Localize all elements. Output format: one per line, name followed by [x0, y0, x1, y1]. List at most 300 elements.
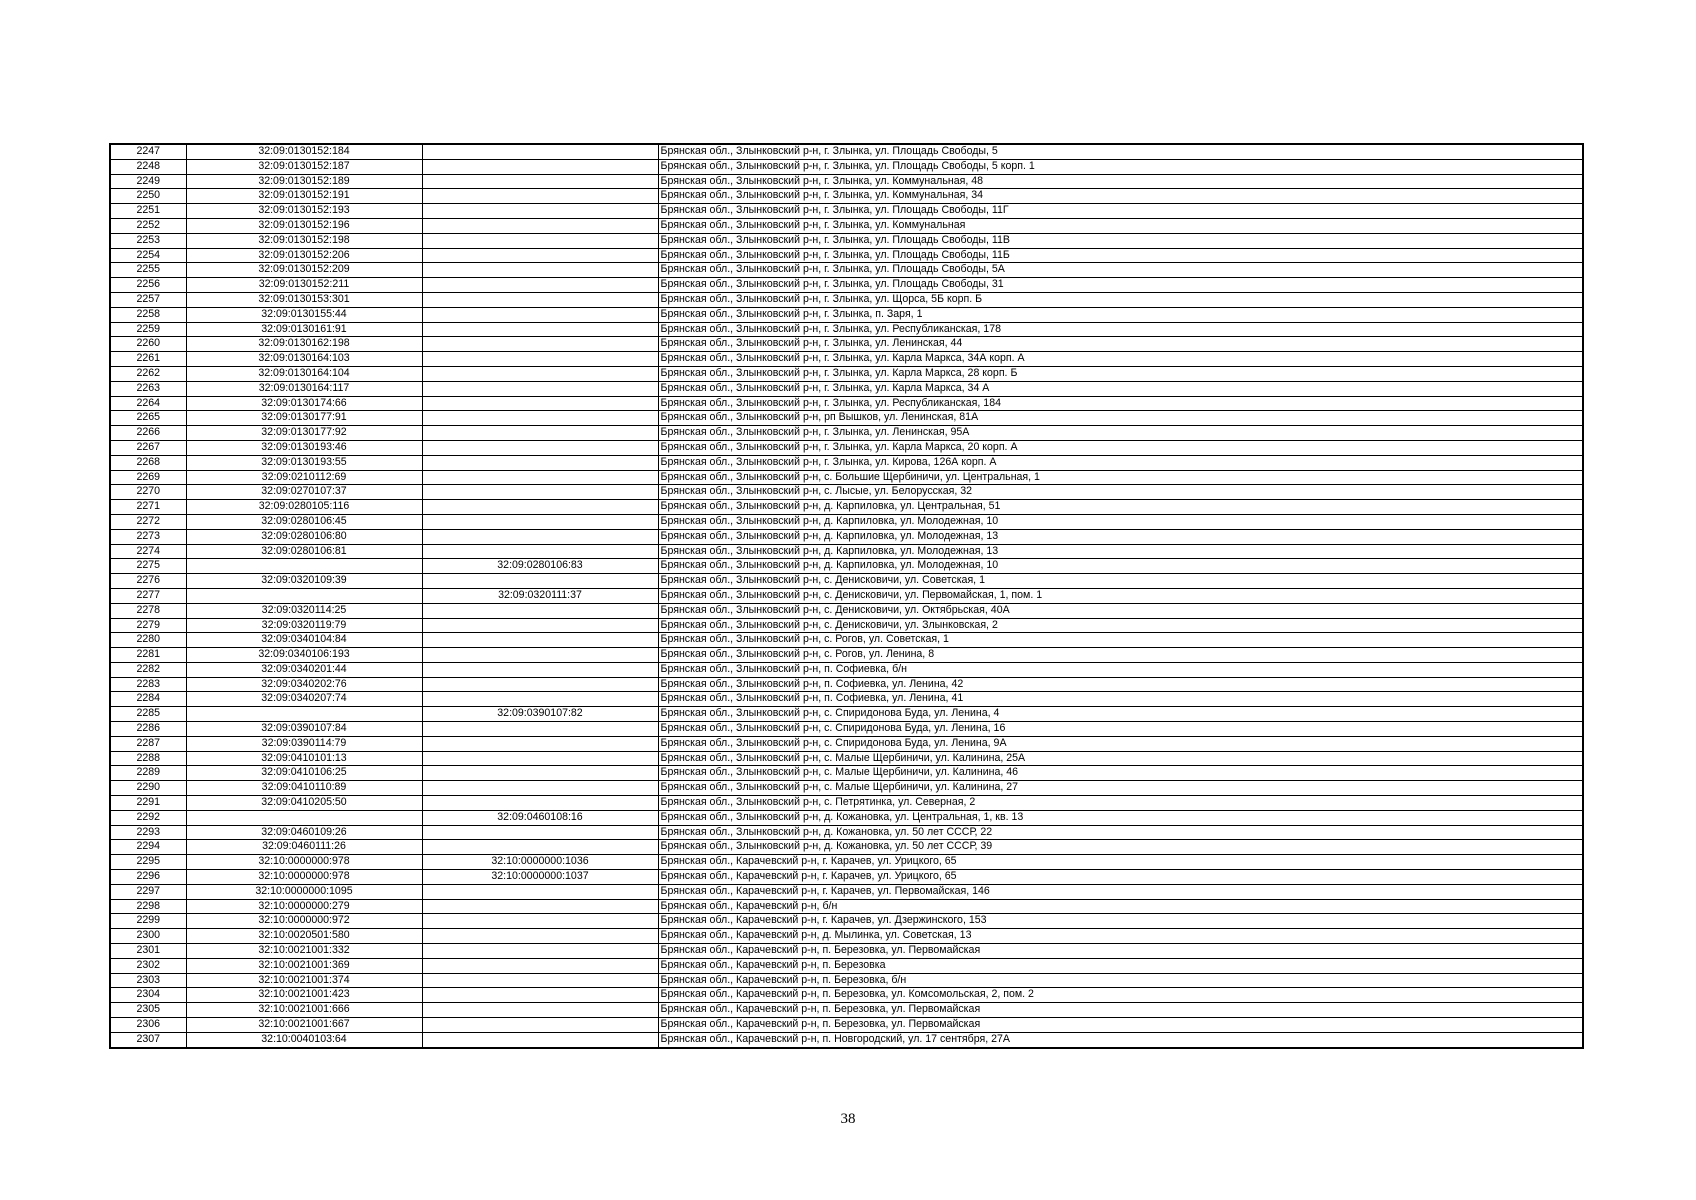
- address-cell: Брянская обл., Карачевский р-н, п. Березовка, ул. Первомайская: [658, 1003, 1583, 1018]
- related-cadastral-number-cell: [422, 307, 658, 322]
- table-row: [110, 751, 1583, 766]
- address-cell: Брянская обл., Злынковский р-н, д. Карпиловка, ул. Центральная, 51: [658, 500, 1583, 515]
- table-row: [110, 292, 1583, 307]
- related-cadastral-number-cell: 32:10:0000000:1037: [422, 870, 658, 885]
- address-cell: Брянская обл., Злынковский р-н, с. Петрятинка, ул. Северная, 2: [658, 796, 1583, 811]
- related-cadastral-number-cell: [422, 366, 658, 381]
- related-cadastral-number-cell: [422, 352, 658, 367]
- row-number-cell: 2254: [110, 248, 186, 263]
- address-cell: Брянская обл., Злынковский р-н, д. Карпиловка, ул. Молодежная, 13: [658, 529, 1583, 544]
- table-row: [110, 825, 1583, 840]
- related-cadastral-number-cell: [422, 278, 658, 293]
- cadastral-number-cell: 32:09:0130174:66: [186, 396, 422, 411]
- cadastral-number-cell: 32:10:0000000:1095: [186, 884, 422, 899]
- address-cell: Брянская обл., Злынковский р-н, с. Малые Щербиничи, ул. Калинина, 25А: [658, 751, 1583, 766]
- cadastral-number-cell: 32:09:0340201:44: [186, 662, 422, 677]
- related-cadastral-number-cell: [422, 825, 658, 840]
- related-cadastral-number-cell: [422, 500, 658, 515]
- table-row: [110, 263, 1583, 278]
- row-number-cell: 2247: [110, 144, 186, 159]
- related-cadastral-number-cell: [422, 455, 658, 470]
- related-cadastral-number-cell: [422, 218, 658, 233]
- table-row: [110, 722, 1583, 737]
- cadastral-number-cell: 32:10:0021001:667: [186, 1018, 422, 1033]
- related-cadastral-number-cell: 32:09:0280106:83: [422, 559, 658, 574]
- table-row: [110, 781, 1583, 796]
- address-cell: Брянская обл., Злынковский р-н, г. Злынка, ул. Площадь Свободы, 11Г: [658, 204, 1583, 219]
- table-row: [110, 248, 1583, 263]
- address-cell: Брянская обл., Злынковский р-н, г. Злынка, ул. Кирова, 126А корп. А: [658, 455, 1583, 470]
- cadastral-number-cell: 32:09:0130152:184: [186, 144, 422, 159]
- related-cadastral-number-cell: [422, 722, 658, 737]
- cadastral-number-cell: 32:09:0280106:45: [186, 514, 422, 529]
- address-cell: Брянская обл., Злынковский р-н, рп Вышков, ул. Ленинская, 81А: [658, 411, 1583, 426]
- table-row: [110, 736, 1583, 751]
- address-cell: Брянская обл., Злынковский р-н, д. Карпиловка, ул. Молодежная, 10: [658, 559, 1583, 574]
- related-cadastral-number-cell: [422, 633, 658, 648]
- address-cell: Брянская обл., Злынковский р-н, с. Рогов, ул. Советская, 1: [658, 633, 1583, 648]
- table-row: [110, 588, 1583, 603]
- row-number-cell: 2278: [110, 603, 186, 618]
- table-row: [110, 914, 1583, 929]
- cadastral-number-cell: 32:09:0410205:50: [186, 796, 422, 811]
- table-row: [110, 574, 1583, 589]
- row-number-cell: 2307: [110, 1032, 186, 1047]
- row-number-cell: 2281: [110, 648, 186, 663]
- related-cadastral-number-cell: [422, 662, 658, 677]
- row-number-cell: 2277: [110, 588, 186, 603]
- cadastral-number-cell: 32:09:0340202:76: [186, 677, 422, 692]
- related-cadastral-number-cell: [422, 618, 658, 633]
- table-row: [110, 662, 1583, 677]
- cadastral-number-cell: 32:09:0130152:187: [186, 159, 422, 174]
- cadastral-number-cell: 32:09:0130155:44: [186, 307, 422, 322]
- table-row: [110, 929, 1583, 944]
- table-row: [110, 810, 1583, 825]
- address-cell: Брянская обл., Злынковский р-н, д. Карпиловка, ул. Молодежная, 10: [658, 514, 1583, 529]
- row-number-cell: 2282: [110, 662, 186, 677]
- row-number-cell: 2275: [110, 559, 186, 574]
- cadastral-number-cell: 32:10:0021001:423: [186, 988, 422, 1003]
- table-row: [110, 218, 1583, 233]
- cadastral-number-cell: 32:09:0130177:92: [186, 426, 422, 441]
- related-cadastral-number-cell: [422, 485, 658, 500]
- related-cadastral-number-cell: [422, 514, 658, 529]
- address-cell: Брянская обл., Злынковский р-н, с. Лысые, ул. Белорусская, 32: [658, 485, 1583, 500]
- cadastral-number-cell: 32:09:0320109:39: [186, 574, 422, 589]
- row-number-cell: 2289: [110, 766, 186, 781]
- address-cell: Брянская обл., Карачевский р-н, п. Новгородский, ул. 17 сентября, 27А: [658, 1032, 1583, 1047]
- address-cell: Брянская обл., Злынковский р-н, д. Кожановка, ул. 50 лет СССР, 39: [658, 840, 1583, 855]
- page-number: 38: [840, 1111, 856, 1127]
- related-cadastral-number-cell: [422, 944, 658, 959]
- table-row: [110, 840, 1583, 855]
- related-cadastral-number-cell: [422, 396, 658, 411]
- cadastral-number-cell: [186, 810, 422, 825]
- row-number-cell: 2258: [110, 307, 186, 322]
- related-cadastral-number-cell: [422, 144, 658, 159]
- related-cadastral-number-cell: [422, 292, 658, 307]
- table-row: [110, 514, 1583, 529]
- address-cell: Брянская обл., Злынковский р-н, п. Софиевка, ул. Ленина, 41: [658, 692, 1583, 707]
- cadastral-number-cell: 32:10:0021001:369: [186, 958, 422, 973]
- row-number-cell: 2291: [110, 796, 186, 811]
- row-number-cell: 2264: [110, 396, 186, 411]
- address-cell: Брянская обл., Злынковский р-н, г. Злынка, п. Заря, 1: [658, 307, 1583, 322]
- related-cadastral-number-cell: [422, 929, 658, 944]
- related-cadastral-number-cell: [422, 426, 658, 441]
- table-row: [110, 884, 1583, 899]
- table-row: [110, 618, 1583, 633]
- related-cadastral-number-cell: [422, 988, 658, 1003]
- cadastral-number-cell: 32:09:0130193:46: [186, 440, 422, 455]
- address-cell: Брянская обл., Злынковский р-н, г. Злынка, ул. Карла Маркса, 28 корп. Б: [658, 366, 1583, 381]
- address-cell: Брянская обл., Злынковский р-н, г. Злынка, ул. Коммунальная, 34: [658, 189, 1583, 204]
- row-number-cell: 2262: [110, 366, 186, 381]
- row-number-cell: 2304: [110, 988, 186, 1003]
- cadastral-number-cell: 32:09:0390114:79: [186, 736, 422, 751]
- cadastral-number-cell: 32:09:0130193:55: [186, 455, 422, 470]
- address-cell: Брянская обл., Злынковский р-н, г. Злынка, ул. Площадь Свободы, 11В: [658, 233, 1583, 248]
- related-cadastral-number-cell: [422, 958, 658, 973]
- table-row: [110, 411, 1583, 426]
- cadastral-number-cell: 32:09:0210112:69: [186, 470, 422, 485]
- related-cadastral-number-cell: [422, 263, 658, 278]
- address-cell: Брянская обл., Злынковский р-н, с. Денисковичи, ул. Советская, 1: [658, 574, 1583, 589]
- table-row: [110, 278, 1583, 293]
- related-cadastral-number-cell: [422, 470, 658, 485]
- related-cadastral-number-cell: [422, 603, 658, 618]
- related-cadastral-number-cell: [422, 248, 658, 263]
- row-number-cell: 2286: [110, 722, 186, 737]
- address-cell: Брянская обл., Карачевский р-н, г. Карачев, ул. Урицкого, 65: [658, 870, 1583, 885]
- table-row: [110, 1018, 1583, 1033]
- address-cell: Брянская обл., Злынковский р-н, с. Большие Щербиничи, ул. Центральная, 1: [658, 470, 1583, 485]
- table-row: [110, 455, 1583, 470]
- related-cadastral-number-cell: [422, 233, 658, 248]
- table-row: [110, 648, 1583, 663]
- table-row: [110, 529, 1583, 544]
- cadastral-number-cell: 32:10:0021001:332: [186, 944, 422, 959]
- address-cell: Брянская обл., Злынковский р-н, г. Злынка, ул. Республиканская, 178: [658, 322, 1583, 337]
- row-number-cell: 2259: [110, 322, 186, 337]
- related-cadastral-number-cell: [422, 574, 658, 589]
- cadastral-number-cell: 32:09:0280105:116: [186, 500, 422, 515]
- cadastral-number-cell: 32:09:0130177:91: [186, 411, 422, 426]
- table-row: [110, 1003, 1583, 1018]
- address-cell: Брянская обл., Карачевский р-н, п. Березовка: [658, 958, 1583, 973]
- table-row: [110, 485, 1583, 500]
- related-cadastral-number-cell: [422, 159, 658, 174]
- address-cell: Брянская обл., Злынковский р-н, г. Злынка, ул. Коммунальная: [658, 218, 1583, 233]
- table-row: [110, 204, 1583, 219]
- related-cadastral-number-cell: [422, 1018, 658, 1033]
- table-row: [110, 958, 1583, 973]
- row-number-cell: 2251: [110, 204, 186, 219]
- cadastral-number-cell: 32:09:0130152:191: [186, 189, 422, 204]
- row-number-cell: 2257: [110, 292, 186, 307]
- cadastral-number-cell: 32:09:0390107:84: [186, 722, 422, 737]
- related-cadastral-number-cell: [422, 1032, 658, 1047]
- table-row: [110, 396, 1583, 411]
- cadastral-number-cell: 32:10:0000000:279: [186, 899, 422, 914]
- related-cadastral-number-cell: [422, 736, 658, 751]
- address-cell: Брянская обл., Злынковский р-н, с. Рогов, ул. Ленина, 8: [658, 648, 1583, 663]
- table-row: [110, 352, 1583, 367]
- row-number-cell: 2288: [110, 751, 186, 766]
- address-cell: Брянская обл., Злынковский р-н, д. Карпиловка, ул. Молодежная, 13: [658, 544, 1583, 559]
- row-number-cell: 2249: [110, 174, 186, 189]
- table-row: [110, 189, 1583, 204]
- table-row: [110, 899, 1583, 914]
- address-cell: Брянская обл., Злынковский р-н, г. Злынка, ул. Площадь Свободы, 5 корп. 1: [658, 159, 1583, 174]
- cadastral-number-cell: 32:09:0130164:104: [186, 366, 422, 381]
- address-cell: Брянская обл., Злынковский р-н, г. Злынка, ул. Республиканская, 184: [658, 396, 1583, 411]
- row-number-cell: 2266: [110, 426, 186, 441]
- row-number-cell: 2290: [110, 781, 186, 796]
- address-cell: Брянская обл., Злынковский р-н, с. Денисковичи, ул. Первомайская, 1, пом. 1: [658, 588, 1583, 603]
- register-table: [109, 143, 1584, 1049]
- cadastral-number-cell: 32:09:0320114:25: [186, 603, 422, 618]
- cadastral-number-cell: 32:09:0340104:84: [186, 633, 422, 648]
- table-row: [110, 870, 1583, 885]
- related-cadastral-number-cell: [422, 796, 658, 811]
- table-row: [110, 559, 1583, 574]
- related-cadastral-number-cell: [422, 914, 658, 929]
- table-row: [110, 426, 1583, 441]
- cadastral-number-cell: 32:09:0410106:25: [186, 766, 422, 781]
- address-cell: Брянская обл., Злынковский р-н, д. Кожановка, ул. 50 лет СССР, 22: [658, 825, 1583, 840]
- address-cell: Брянская обл., Злынковский р-н, г. Злынка, ул. Коммунальная, 48: [658, 174, 1583, 189]
- address-cell: Брянская обл., Злынковский р-н, г. Злынка, ул. Ленинская, 44: [658, 337, 1583, 352]
- related-cadastral-number-cell: [422, 781, 658, 796]
- table-row: [110, 337, 1583, 352]
- cadastral-number-cell: 32:09:0340207:74: [186, 692, 422, 707]
- cadastral-number-cell: 32:10:0000000:978: [186, 870, 422, 885]
- cadastral-number-cell: 32:09:0130152:211: [186, 278, 422, 293]
- cadastral-number-cell: 32:09:0130164:103: [186, 352, 422, 367]
- related-cadastral-number-cell: 32:09:0390107:82: [422, 707, 658, 722]
- row-number-cell: 2305: [110, 1003, 186, 1018]
- row-number-cell: 2301: [110, 944, 186, 959]
- row-number-cell: 2261: [110, 352, 186, 367]
- cadastral-number-cell: 32:09:0270107:37: [186, 485, 422, 500]
- related-cadastral-number-cell: [422, 692, 658, 707]
- row-number-cell: 2280: [110, 633, 186, 648]
- row-number-cell: 2300: [110, 929, 186, 944]
- related-cadastral-number-cell: [422, 411, 658, 426]
- row-number-cell: 2302: [110, 958, 186, 973]
- row-number-cell: 2252: [110, 218, 186, 233]
- row-number-cell: 2272: [110, 514, 186, 529]
- related-cadastral-number-cell: [422, 381, 658, 396]
- row-number-cell: 2285: [110, 707, 186, 722]
- related-cadastral-number-cell: [422, 884, 658, 899]
- table-row: [110, 944, 1583, 959]
- cadastral-number-cell: 32:09:0130161:91: [186, 322, 422, 337]
- cadastral-number-cell: 32:09:0130152:193: [186, 204, 422, 219]
- address-cell: Брянская обл., Злынковский р-н, п. Софиевка, б/н: [658, 662, 1583, 677]
- cadastral-number-cell: 32:09:0280106:80: [186, 529, 422, 544]
- table-row: [110, 174, 1583, 189]
- address-cell: Брянская обл., Злынковский р-н, с. Спиридонова Буда, ул. Ленина, 16: [658, 722, 1583, 737]
- cadastral-number-cell: 32:09:0130152:196: [186, 218, 422, 233]
- address-cell: Брянская обл., Злынковский р-н, п. Софиевка, ул. Ленина, 42: [658, 677, 1583, 692]
- cadastral-number-cell: 32:09:0130164:117: [186, 381, 422, 396]
- row-number-cell: 2271: [110, 500, 186, 515]
- row-number-cell: 2284: [110, 692, 186, 707]
- row-number-cell: 2292: [110, 810, 186, 825]
- table-row: [110, 1032, 1583, 1047]
- table-row: [110, 603, 1583, 618]
- address-cell: Брянская обл., Злынковский р-н, г. Злынка, ул. Площадь Свободы, 11Б: [658, 248, 1583, 263]
- address-cell: Брянская обл., Карачевский р-н, г. Карачев, ул. Дзержинского, 153: [658, 914, 1583, 929]
- cadastral-number-cell: 32:10:0040103:64: [186, 1032, 422, 1047]
- cadastral-number-cell: 32:09:0130152:189: [186, 174, 422, 189]
- table-row: [110, 233, 1583, 248]
- table-row: [110, 707, 1583, 722]
- cadastral-number-cell: 32:10:0020501:580: [186, 929, 422, 944]
- row-number-cell: 2273: [110, 529, 186, 544]
- related-cadastral-number-cell: [422, 677, 658, 692]
- cadastral-number-cell: [186, 707, 422, 722]
- address-cell: Брянская обл., Злынковский р-н, г. Злынка, ул. Площадь Свободы, 31: [658, 278, 1583, 293]
- related-cadastral-number-cell: 32:10:0000000:1036: [422, 855, 658, 870]
- row-number-cell: 2263: [110, 381, 186, 396]
- related-cadastral-number-cell: 32:09:0460108:16: [422, 810, 658, 825]
- cadastral-number-cell: 32:10:0021001:666: [186, 1003, 422, 1018]
- cadastral-number-cell: 32:09:0130153:301: [186, 292, 422, 307]
- address-cell: Брянская обл., Карачевский р-н, п. Березовка, ул. Комсомольская, 2, пом. 2: [658, 988, 1583, 1003]
- related-cadastral-number-cell: [422, 204, 658, 219]
- row-number-cell: 2303: [110, 973, 186, 988]
- row-number-cell: 2306: [110, 1018, 186, 1033]
- row-number-cell: 2299: [110, 914, 186, 929]
- related-cadastral-number-cell: [422, 337, 658, 352]
- row-number-cell: 2293: [110, 825, 186, 840]
- related-cadastral-number-cell: [422, 766, 658, 781]
- table-row: [110, 366, 1583, 381]
- cadastral-number-cell: 32:09:0280106:81: [186, 544, 422, 559]
- related-cadastral-number-cell: [422, 899, 658, 914]
- row-number-cell: 2253: [110, 233, 186, 248]
- address-cell: Брянская обл., Карачевский р-н, б/н: [658, 899, 1583, 914]
- row-number-cell: 2250: [110, 189, 186, 204]
- related-cadastral-number-cell: [422, 973, 658, 988]
- related-cadastral-number-cell: [422, 751, 658, 766]
- row-number-cell: 2283: [110, 677, 186, 692]
- table-row: [110, 796, 1583, 811]
- row-number-cell: 2267: [110, 440, 186, 455]
- address-cell: Брянская обл., Карачевский р-н, п. Березовка, б/н: [658, 973, 1583, 988]
- cadastral-number-cell: 32:10:0021001:374: [186, 973, 422, 988]
- cadastral-number-cell: [186, 588, 422, 603]
- table-row: [110, 677, 1583, 692]
- row-number-cell: 2260: [110, 337, 186, 352]
- cadastral-number-cell: 32:09:0130152:198: [186, 233, 422, 248]
- row-number-cell: 2270: [110, 485, 186, 500]
- address-cell: Брянская обл., Карачевский р-н, п. Березовка, ул. Первомайская: [658, 1018, 1583, 1033]
- row-number-cell: 2296: [110, 870, 186, 885]
- address-cell: Брянская обл., Злынковский р-н, г. Злынка, ул. Площадь Свободы, 5А: [658, 263, 1583, 278]
- related-cadastral-number-cell: [422, 1003, 658, 1018]
- cadastral-number-cell: 32:09:0340106:193: [186, 648, 422, 663]
- table-row: [110, 159, 1583, 174]
- address-cell: Брянская обл., Злынковский р-н, с. Денисковичи, ул. Злынковская, 2: [658, 618, 1583, 633]
- cadastral-number-cell: [186, 559, 422, 574]
- row-number-cell: 2269: [110, 470, 186, 485]
- row-number-cell: 2279: [110, 618, 186, 633]
- related-cadastral-number-cell: [422, 189, 658, 204]
- row-number-cell: 2268: [110, 455, 186, 470]
- row-number-cell: 2287: [110, 736, 186, 751]
- table-row: [110, 988, 1583, 1003]
- table-row: [110, 500, 1583, 515]
- table-row: [110, 692, 1583, 707]
- address-cell: Брянская обл., Карачевский р-н, п. Березовка, ул. Первомайская: [658, 944, 1583, 959]
- row-number-cell: 2255: [110, 263, 186, 278]
- address-cell: Брянская обл., Злынковский р-н, д. Кожановка, ул. Центральная, 1, кв. 13: [658, 810, 1583, 825]
- related-cadastral-number-cell: [422, 440, 658, 455]
- table-row: [110, 381, 1583, 396]
- address-cell: Брянская обл., Карачевский р-н, г. Карачев, ул. Урицкого, 65: [658, 855, 1583, 870]
- address-cell: Брянская обл., Злынковский р-н, г. Злынка, ул. Ленинская, 95А: [658, 426, 1583, 441]
- cadastral-number-cell: 32:09:0410101:13: [186, 751, 422, 766]
- address-cell: Брянская обл., Злынковский р-н, г. Злынка, ул. Площадь Свободы, 5: [658, 144, 1583, 159]
- cadastral-number-cell: 32:09:0130152:206: [186, 248, 422, 263]
- table-row: [110, 766, 1583, 781]
- address-cell: Брянская обл., Злынковский р-н, с. Спиридонова Буда, ул. Ленина, 9А: [658, 736, 1583, 751]
- table-row: [110, 633, 1583, 648]
- address-cell: Брянская обл., Злынковский р-н, с. Малые Щербиничи, ул. Калинина, 46: [658, 766, 1583, 781]
- address-cell: Брянская обл., Злынковский р-н, г. Злынка, ул. Щорса, 5Б корп. Б: [658, 292, 1583, 307]
- related-cadastral-number-cell: [422, 174, 658, 189]
- address-cell: Брянская обл., Злынковский р-н, г. Злынка, ул. Карла Маркса, 34 А: [658, 381, 1583, 396]
- table-row: [110, 470, 1583, 485]
- cadastral-number-cell: 32:10:0000000:972: [186, 914, 422, 929]
- table-row: [110, 322, 1583, 337]
- row-number-cell: 2297: [110, 884, 186, 899]
- related-cadastral-number-cell: [422, 840, 658, 855]
- cadastral-number-cell: 32:09:0410110:89: [186, 781, 422, 796]
- row-number-cell: 2256: [110, 278, 186, 293]
- related-cadastral-number-cell: 32:09:0320111:37: [422, 588, 658, 603]
- address-cell: Брянская обл., Карачевский р-н, д. Мылинка, ул. Советская, 13: [658, 929, 1583, 944]
- address-cell: Брянская обл., Злынковский р-н, с. Денисковичи, ул. Октябрьская, 40А: [658, 603, 1583, 618]
- row-number-cell: 2294: [110, 840, 186, 855]
- row-number-cell: 2248: [110, 159, 186, 174]
- related-cadastral-number-cell: [422, 544, 658, 559]
- table-row: [110, 544, 1583, 559]
- cadastral-number-cell: 32:10:0000000:978: [186, 855, 422, 870]
- table-row: [110, 144, 1583, 159]
- cadastral-number-cell: 32:09:0460111:26: [186, 840, 422, 855]
- cadastral-number-cell: 32:09:0320119:79: [186, 618, 422, 633]
- cadastral-number-cell: 32:09:0130162:198: [186, 337, 422, 352]
- address-cell: Брянская обл., Злынковский р-н, с. Малые Щербиничи, ул. Калинина, 27: [658, 781, 1583, 796]
- cadastral-number-cell: 32:09:0460109:26: [186, 825, 422, 840]
- related-cadastral-number-cell: [422, 322, 658, 337]
- cadastral-number-cell: 32:09:0130152:209: [186, 263, 422, 278]
- table-row: [110, 855, 1583, 870]
- address-cell: Брянская обл., Злынковский р-н, г. Злынка, ул. Карла Маркса, 20 корп. А: [658, 440, 1583, 455]
- table-row: [110, 440, 1583, 455]
- address-cell: Брянская обл., Карачевский р-н, г. Карачев, ул. Первомайская, 146: [658, 884, 1583, 899]
- row-number-cell: 2295: [110, 855, 186, 870]
- register-body: [110, 144, 1583, 1048]
- address-cell: Брянская обл., Злынковский р-н, с. Спиридонова Буда, ул. Ленина, 4: [658, 707, 1583, 722]
- table-row: [110, 307, 1583, 322]
